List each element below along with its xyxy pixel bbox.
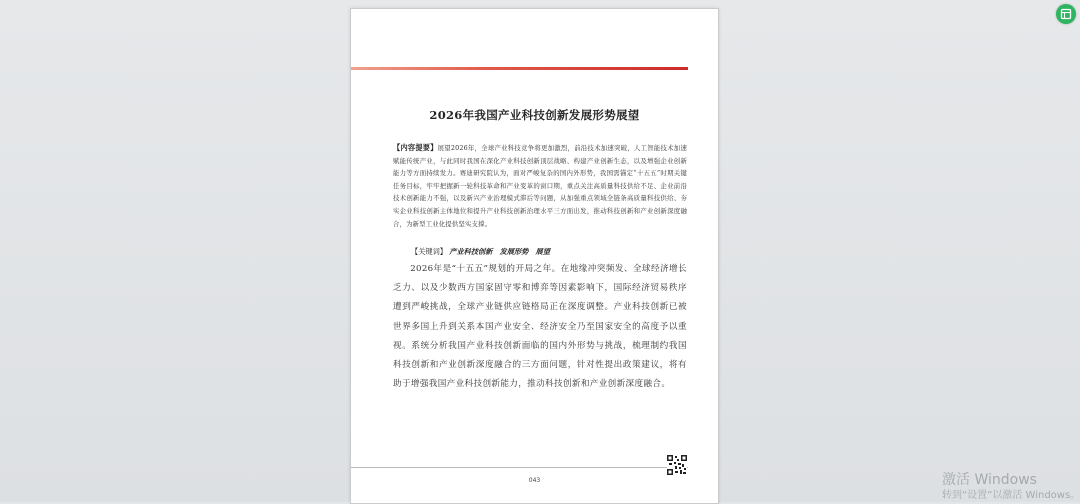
qr-code-icon	[667, 455, 687, 475]
watermark-subtitle: 转到“设置”以激活 Windows。	[942, 490, 1080, 501]
app-grid-icon[interactable]	[1056, 4, 1076, 24]
windows-activation-watermark	[942, 472, 1080, 503]
document-title: 2026年我国产业科技创新发展形势展望	[429, 108, 640, 122]
watermark-title: 激活 Windows	[942, 472, 1037, 488]
keywords-label: 【关键词】	[411, 247, 447, 256]
body-paragraph: 2026年是“十五五”规划的开局之年。在地缘冲突频发、全球经济增长乏力、以及少数西方国家固守零和博弈等因素影响下，国际经济贸易秩序遭到严峻挑战，全球产业链供应链格局正在深度调整。产业科技创新已被世界多国上升到关系本国产业安全、经济安全乃至国家安全的高度予以重视。系统分析我国产业科技创新面临的国内外形势与挑战，梳理制约我国科技创新和产业创新深度融合的三方面问题，针对性提出政策建议，将有助于增强我国产业科技创新能力，推动科技创新和产业创新深度融合。	[393, 264, 687, 390]
header-red-rule	[351, 67, 688, 70]
footer-rule	[351, 467, 688, 468]
abstract-text: 展望2026年，全球产业科技竞争将更加激烈，前沿技术加速突破，人工智能技术加速赋能传统产业，与此同时我国在深化产业科技创新顶层战略、构建产业创新生态，以及增强企业创新能力等方面持续发力。赛迪研究院认为，面对严峻复杂的国内外形势，我国需锚定“十五五”时期关键任务目标，牢牢把握新一轮科技革命和产业变革的窗口期，重点关注高质量科技供给不足、企业前沿技术创新能力不强，以及新兴产业治理模式滞后等问题，从加强重点领域全链条高质量科技供给、夯实企业科技创新主体地位和提升产业科技创新治理水平三方面出发，推动科技创新和产业创新深度融合，为新型工业化提供坚实支撑。	[393, 144, 687, 228]
abstract-label: 【内容提要】	[393, 143, 438, 152]
abstract-paragraph	[393, 142, 687, 230]
keywords-value: 产业科技创新 发展形势 展望	[449, 247, 550, 256]
page-number: 043	[528, 477, 541, 484]
document-page	[350, 8, 719, 504]
keywords-line	[411, 247, 691, 257]
